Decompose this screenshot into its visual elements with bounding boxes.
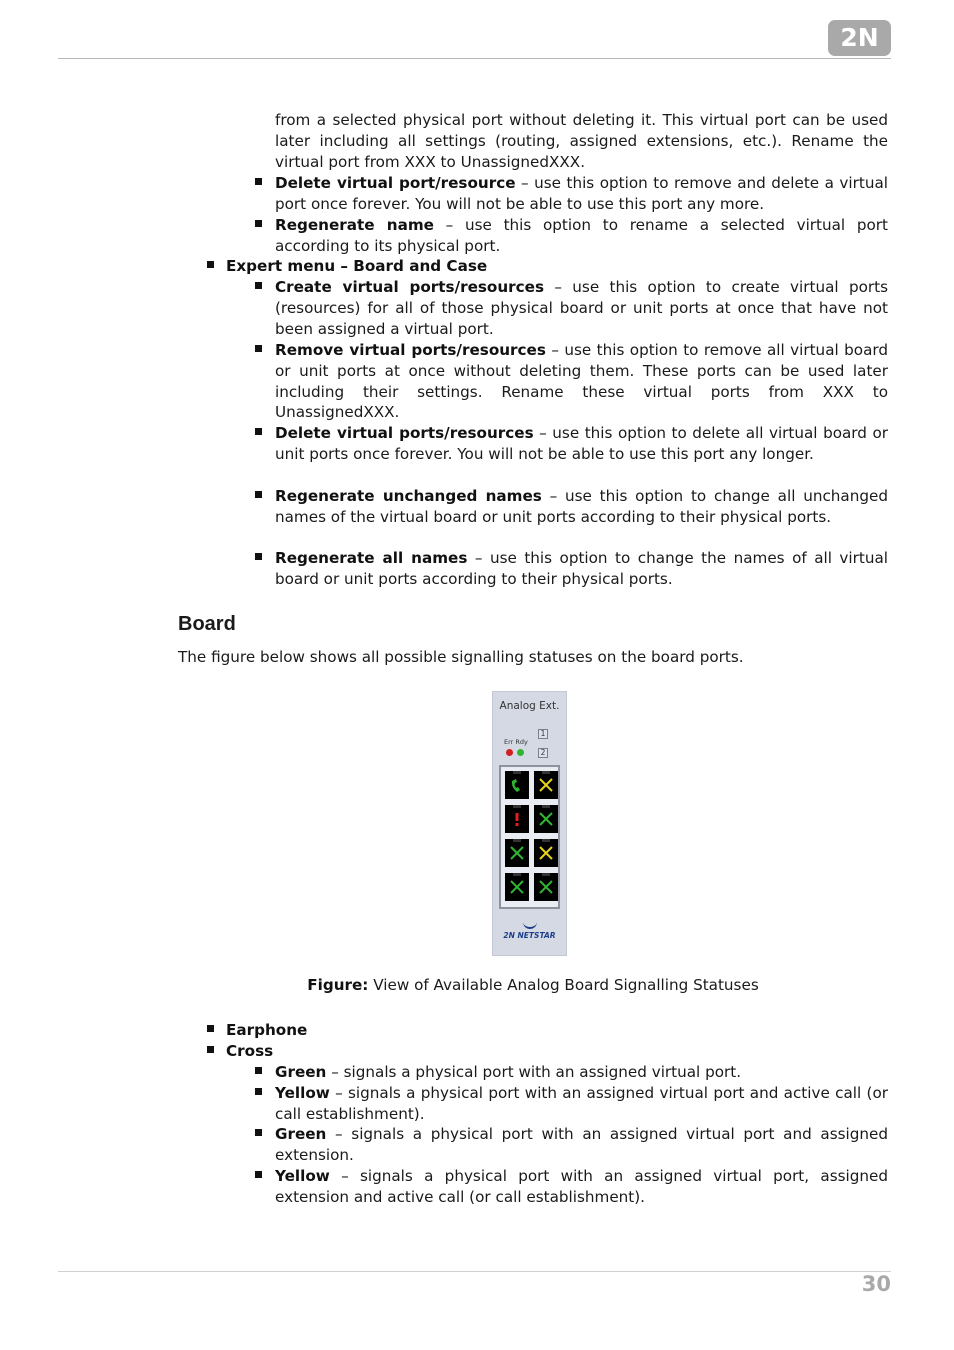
list-item <box>275 1083 888 1125</box>
port-frame <box>499 765 560 909</box>
bullet-icon <box>255 345 262 352</box>
cross-port-icon <box>534 771 558 799</box>
error-led-icon <box>506 749 513 756</box>
item-term: Delete virtual port/resource <box>275 174 516 192</box>
item-term: Yellow <box>275 1084 330 1102</box>
caption-label: Figure: <box>307 976 369 994</box>
item-text: – signals a physical port with an assigned virtual port and assigned extension. <box>275 1125 888 1164</box>
bullet-icon <box>255 553 262 560</box>
item-term: Remove virtual ports/resources <box>275 341 546 359</box>
item-text: – use this option to delete all virtual board or unit ports once forever. You will not be able to use this port any longer. <box>275 424 888 463</box>
continued-paragraph: from a selected physical port without deleting it. This virtual port can be used later including all settings (routing, assigned extensions, etc.). Rename the virtual port from XXX to UnassignedXXX. <box>275 111 888 171</box>
list-item <box>275 173 888 215</box>
header-rule <box>58 58 891 59</box>
item-term: Green <box>275 1063 327 1081</box>
bullet-icon <box>255 1088 262 1095</box>
list-item <box>275 486 888 528</box>
list-item <box>275 340 888 423</box>
list-item <box>275 1062 888 1083</box>
item-term: Regenerate all names <box>275 549 468 567</box>
expert-menu-title-text: Expert menu – Board and Case <box>226 257 488 275</box>
bullet-icon <box>255 491 262 498</box>
bullet-icon <box>255 1067 262 1074</box>
footer-rule <box>58 1271 891 1272</box>
cross-port-icon <box>505 839 529 867</box>
cross-port-icon <box>534 805 558 833</box>
list-item <box>226 1041 888 1062</box>
brand-swoosh-icon <box>523 921 537 929</box>
page-number: 30 <box>861 1272 891 1296</box>
cross-port-icon <box>505 873 529 901</box>
item-term: Delete virtual ports/resources <box>275 424 534 442</box>
bullet-icon <box>207 1046 214 1053</box>
ready-led-icon <box>517 749 524 756</box>
item-text: – use this option to remove and delete a virtual port once forever. You will not be able to use this port any more. <box>275 174 888 213</box>
bullet-icon <box>255 220 262 227</box>
item-term: Yellow <box>275 1167 330 1185</box>
list-item <box>275 548 888 590</box>
cross-port-icon <box>534 873 558 901</box>
earphone-port-icon <box>505 771 529 799</box>
item-text: – use this option to remove all virtual board or unit ports at once without deleting them. These ports can be used later including their settings. Rename these virtual ports from XXX to UnassignedXXX. <box>275 341 888 422</box>
brand-logo: 2N <box>828 20 891 56</box>
item-text: – signals a physical port with an assigned virtual port and active call (or call establishment). <box>275 1084 888 1123</box>
led-labels: Err Rdy <box>504 738 528 746</box>
bullet-icon <box>207 1025 214 1032</box>
item-term: Create virtual ports/resources <box>275 278 545 296</box>
item-text: – use this option to change the names of all virtual board or unit ports according to their physical ports. <box>275 549 888 588</box>
bullet-icon <box>207 261 214 268</box>
list-item <box>275 1166 888 1208</box>
list-item <box>275 215 888 257</box>
section-intro: The figure below shows all possible signalling statuses on the board ports. <box>178 648 744 666</box>
item-text: – signals a physical port with an assigned virtual port. <box>326 1063 742 1081</box>
item-term: Green <box>275 1125 327 1143</box>
figure-caption <box>178 975 888 996</box>
list-item <box>226 1020 888 1041</box>
list-item <box>275 423 888 465</box>
port-number: 2 <box>538 748 548 758</box>
bullet-icon <box>255 1171 262 1178</box>
item-text: – signals a physical port with an assigned virtual port, assigned extension and active call (or call establishment). <box>275 1167 888 1206</box>
board-title: Analog Ext. <box>499 700 560 712</box>
exclamation-port-icon <box>505 805 529 833</box>
item-term: Regenerate unchanged names <box>275 487 542 505</box>
board-brand: 2N NETSTAR <box>503 931 556 940</box>
expert-menu-title <box>226 256 888 277</box>
bullet-icon <box>255 178 262 185</box>
bullet-icon <box>255 428 262 435</box>
item-text: – use this option to create virtual ports (resources) for all of those physical board or unit ports at once that have not been assigned a virtual port. <box>275 278 888 338</box>
bullet-icon <box>255 282 262 289</box>
item-text: – use this option to change all unchanged names of the virtual board or unit ports according to their physical ports. <box>275 487 888 526</box>
item-term: Cross <box>226 1042 274 1060</box>
list-item <box>275 1124 888 1166</box>
bullet-icon <box>255 1129 262 1136</box>
caption-text: View of Available Analog Board Signalling Statuses <box>368 976 759 994</box>
section-heading: Board <box>178 613 236 635</box>
item-text: – use this option to rename a selected virtual port according to its physical port. <box>275 216 888 255</box>
port-number: 1 <box>538 729 548 739</box>
list-item <box>275 277 888 339</box>
item-term: Earphone <box>226 1021 308 1039</box>
item-term: Regenerate name <box>275 216 434 234</box>
analog-board-figure <box>492 691 567 956</box>
cross-port-icon <box>534 839 558 867</box>
